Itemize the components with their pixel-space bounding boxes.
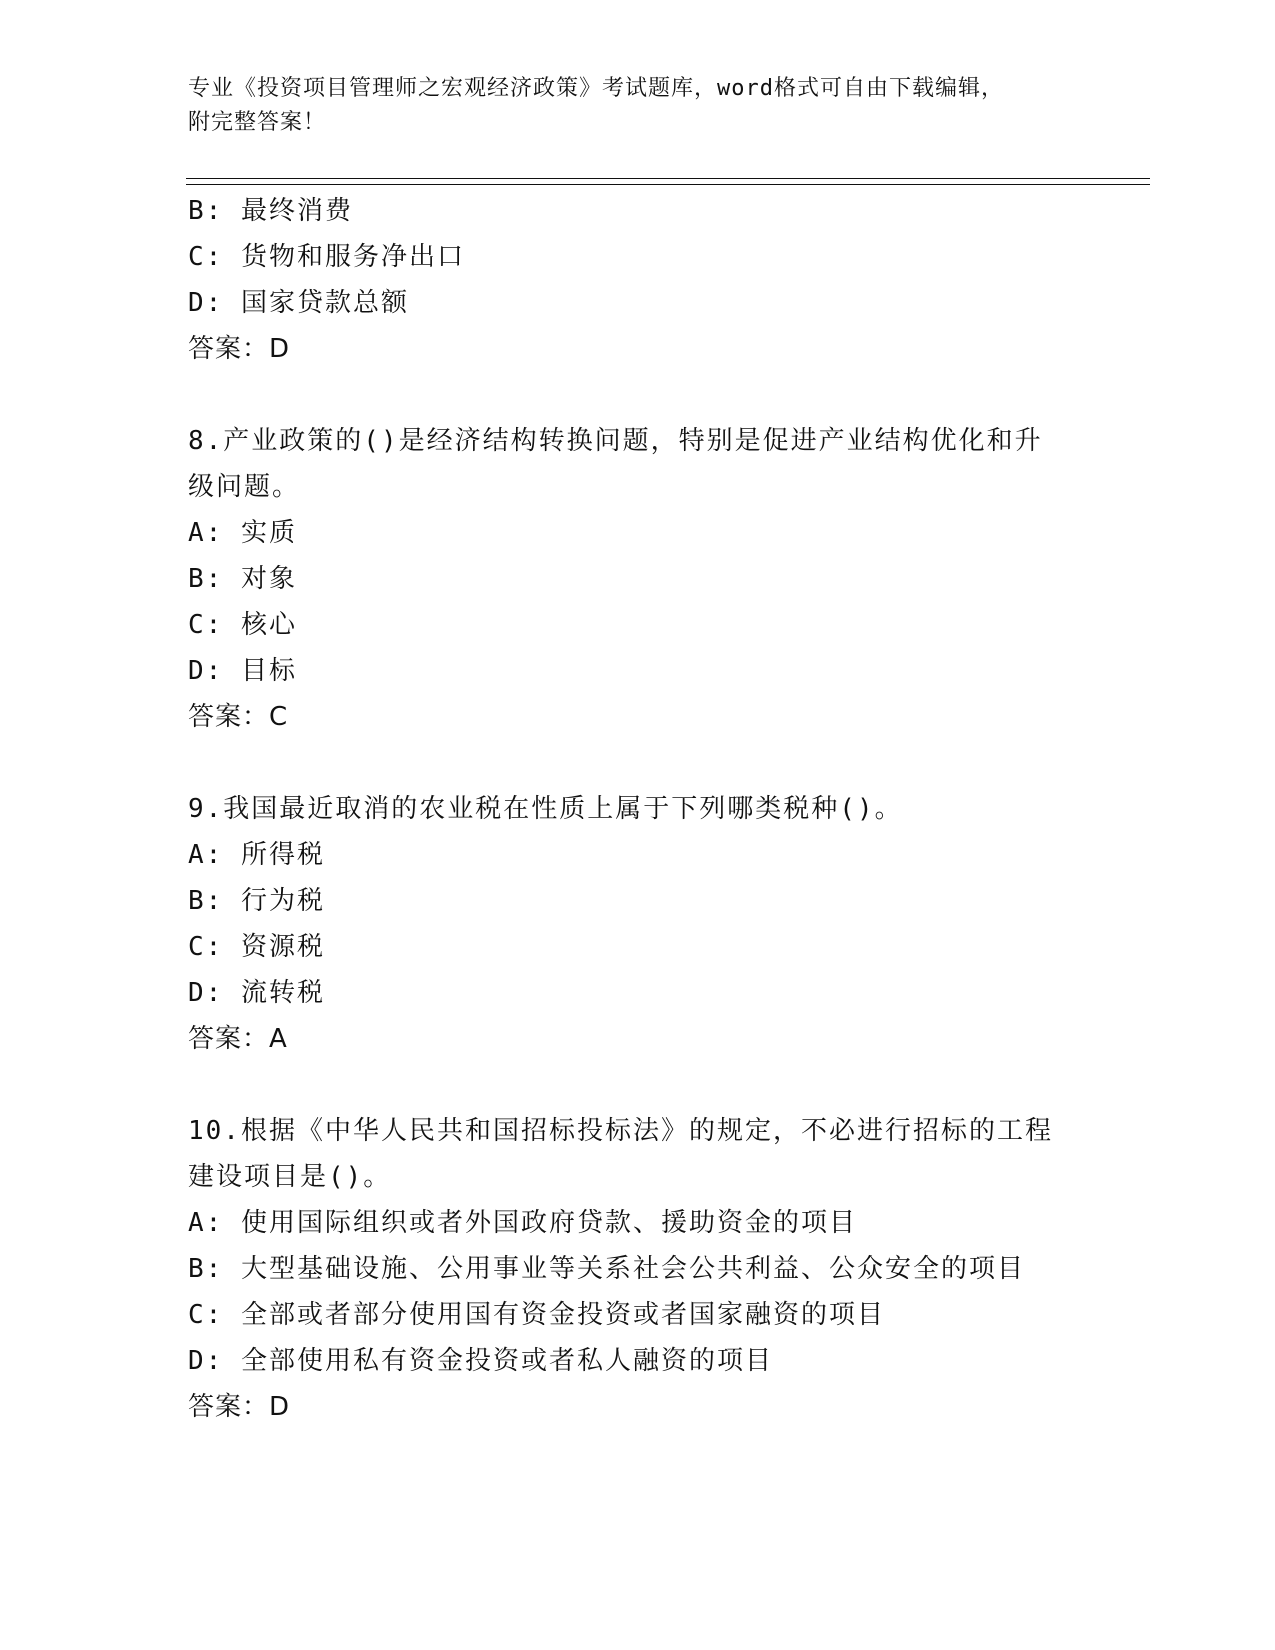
- answer: 答案：D: [188, 334, 291, 364]
- header-line-1: 专业《投资项目管理师之宏观经济政策》考试题库，word格式可自由下载编辑，: [188, 76, 1004, 101]
- option-a: A: 使用国际组织或者外国政府贷款、援助资金的项目: [188, 1208, 857, 1238]
- question-block-7: [188, 188, 1088, 372]
- option-b: B: 大型基础设施、公用事业等关系社会公共利益、公众安全的项目: [188, 1254, 1025, 1284]
- option-d: D: 目标: [188, 656, 297, 686]
- option-d: D: 全部使用私有资金投资或者私人融资的项目: [188, 1346, 773, 1376]
- header-line-2: 附完整答案！: [188, 110, 327, 135]
- spacer: [188, 1062, 1088, 1108]
- option-b: B: 最终消费: [188, 196, 353, 226]
- question-text: 8.产业政策的()是经济结构转换问题，特别是促进产业结构优化和升级问题。: [188, 426, 1043, 502]
- option-c: C: 核心: [188, 610, 297, 640]
- question-block-8: [188, 418, 1088, 740]
- option-b: B: 行为税: [188, 886, 325, 916]
- answer: 答案：A: [188, 1024, 288, 1054]
- option-a: A: 所得税: [188, 840, 325, 870]
- answer: 答案：C: [188, 702, 289, 732]
- question-text: 9.我国最近取消的农业税在性质上属于下列哪类税种()。: [188, 794, 903, 824]
- option-d: D: 流转税: [188, 978, 325, 1008]
- option-c: C: 资源税: [188, 932, 325, 962]
- option-a: A: 实质: [188, 518, 297, 548]
- option-c: C: 全部或者部分使用国有资金投资或者国家融资的项目: [188, 1300, 885, 1330]
- question-list: [188, 188, 1088, 1430]
- option-b: B: 对象: [188, 564, 297, 594]
- header-divider-bottom: [186, 184, 1150, 185]
- header-divider-top: [186, 178, 1150, 179]
- question-block-10: [188, 1108, 1088, 1430]
- document-header: [188, 72, 1088, 140]
- question-text: 10.根据《中华人民共和国招标投标法》的规定，不必进行招标的工程建设项目是()。: [188, 1116, 1053, 1192]
- spacer: [188, 372, 1088, 418]
- option-c: C: 货物和服务净出口: [188, 242, 465, 272]
- option-d: D: 国家贷款总额: [188, 288, 409, 318]
- answer: 答案：D: [188, 1392, 291, 1422]
- question-block-9: [188, 786, 1088, 1062]
- spacer: [188, 740, 1088, 786]
